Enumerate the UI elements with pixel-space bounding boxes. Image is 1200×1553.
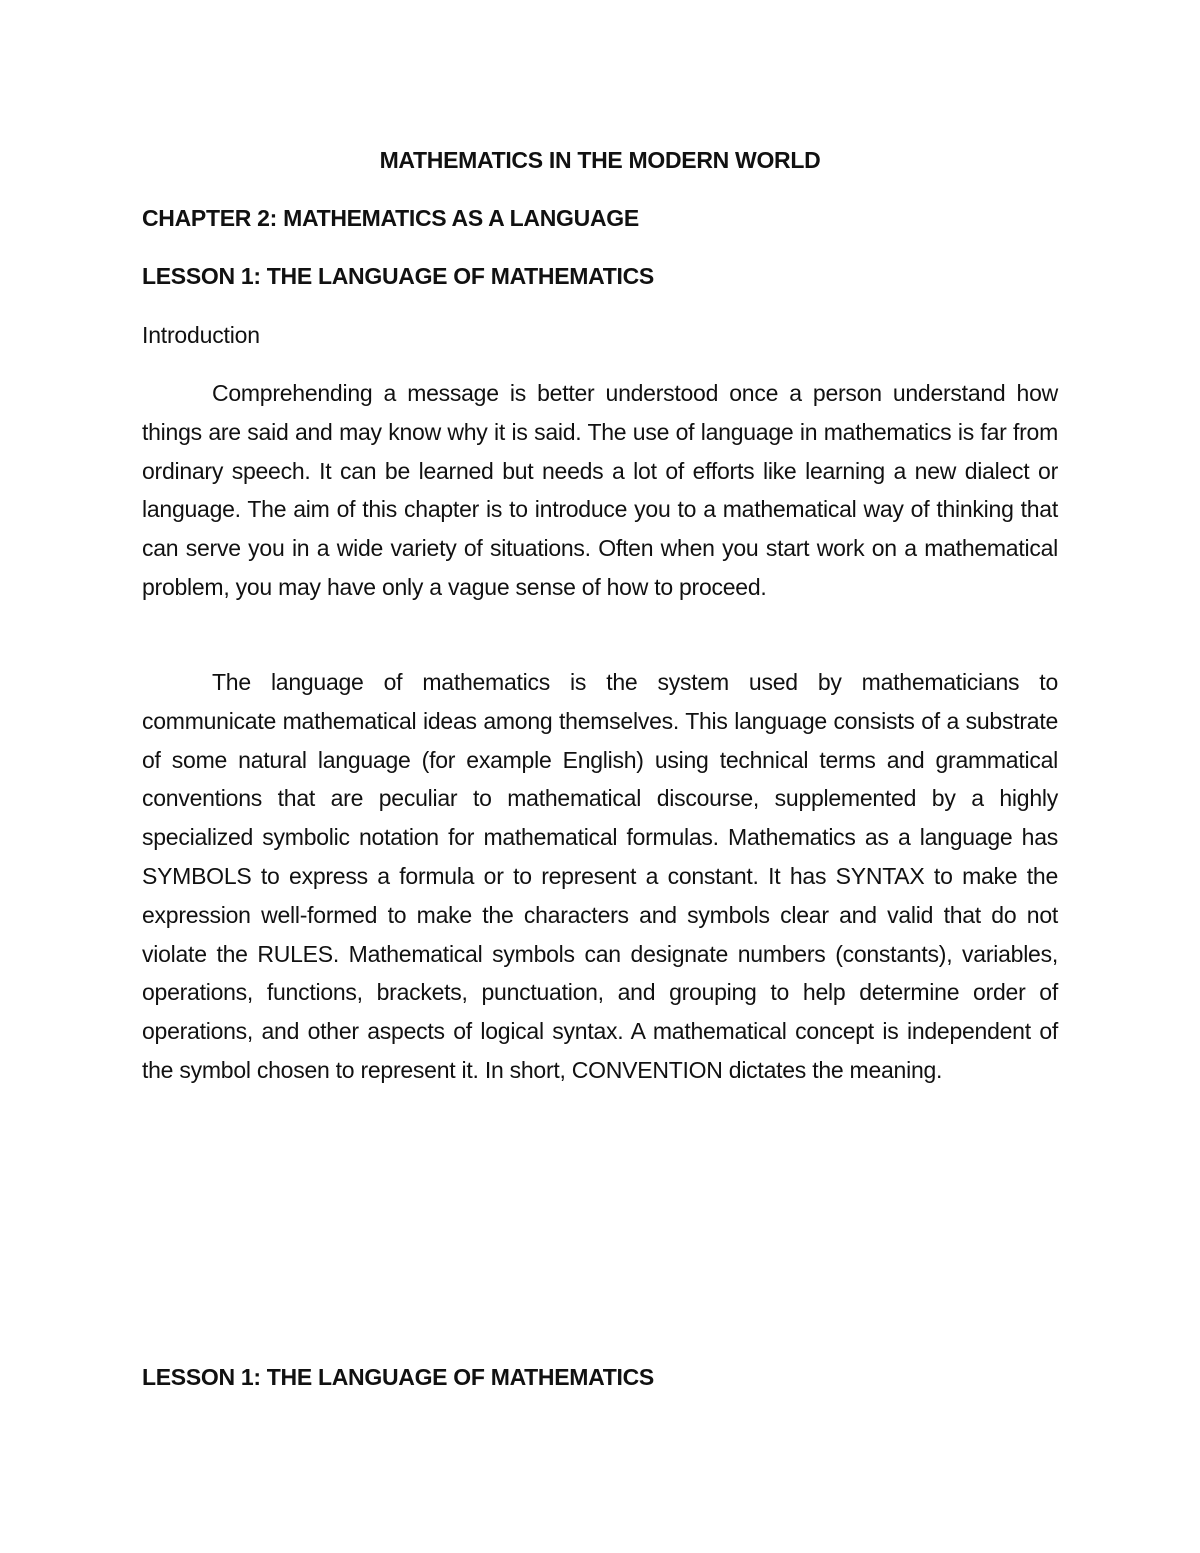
- intro-paragraph-2: The language of mathematics is the system used by mathematicians to communicate mathematical ideas among themselves. This language consists of a substrate of some natural language (for example English) using technical terms and grammatical conventions that are peculiar to mathematical discourse, supplemented by a highly specialized symbolic notation for mathematical formulas. Mathematics as a language has SYMBOLS to express a formula or to represent a constant. It has SYNTAX to make the expression well-formed to make the characters and symbols clear and valid that do not violate the RULES. Mathematical symbols can designate numbers (constants), variables, operations, functions, brackets, punctuation, and grouping to help determine order of operations, and other aspects of logical syntax. A mathematical concept is independent of the symbol chosen to represent it. In short, CONVENTION dictates the meaning.: [142, 669, 1058, 1083]
- lesson-heading: LESSON 1: THE LANGUAGE OF MATHEMATICS: [142, 263, 654, 289]
- intro-paragraph-1: Comprehending a message is better understood once a person understand how things are said and may know why it is said. The use of language in mathematics is far from ordinary speech. It can be learned but needs a lot of efforts like learning a new dialect or language. The aim of this chapter is to introduce you to a mathematical way of thinking that can serve you in a wide variety of situations. Often when you start work on a mathematical problem, you may have only a vague sense of how to proceed.: [142, 380, 1058, 600]
- chapter-heading: CHAPTER 2: MATHEMATICS AS A LANGUAGE: [142, 205, 639, 231]
- document-title: MATHEMATICS IN THE MODERN WORLD: [379, 147, 821, 173]
- introduction-label: Introduction: [142, 322, 260, 348]
- lesson-heading-repeat: LESSON 1: THE LANGUAGE OF MATHEMATICS: [142, 1364, 654, 1390]
